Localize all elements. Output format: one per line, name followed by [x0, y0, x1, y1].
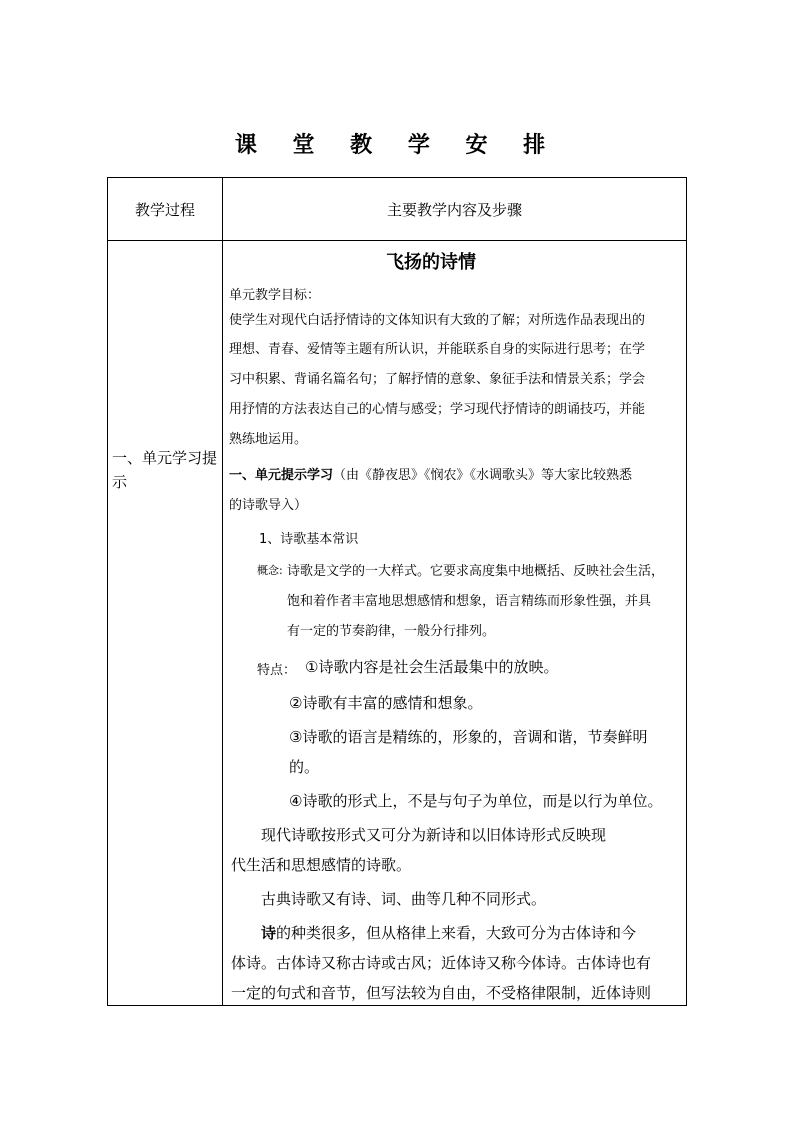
- paragraph-line: 一定的句式和音节，但写法较为自由，不受格律限制，近体诗则: [231, 984, 652, 1002]
- table-column-divider: [222, 178, 223, 1005]
- feature-item-continued: 的。: [289, 758, 320, 776]
- paragraph-line: 现代诗歌按形式又可分为新诗和以旧体诗形式反映现: [261, 826, 607, 844]
- paragraph-line: 古典诗歌又有诗、词、曲等几种不同形式。: [261, 890, 547, 908]
- paragraph-text: 的种类很多，但从格律上来看，大致可分为古体诗和今: [276, 924, 637, 942]
- feature-item: ①诗歌内容是社会生活最集中的放映。: [305, 658, 559, 676]
- page-title: 课 堂 教 学 安 排: [234, 133, 560, 158]
- goal-line: 用抒情的方法表达自己的心情与感受；学习现代抒情诗的朗诵技巧，并能: [229, 402, 646, 417]
- section-note: （由《静夜思》《悯农》《水调歌头》等大家比较熟悉: [333, 468, 633, 483]
- section-heading-line: [229, 464, 632, 483]
- side-label-unit-tips: 一、单元学习提示: [112, 449, 218, 491]
- concept-line: 饱和着作者丰富地思想感情和想象，语言精练而形象性强，并具: [287, 594, 652, 609]
- goal-line: 使学生对现代白话抒情诗的文体知识有大致的了解；对所选作品表现出的: [229, 313, 646, 328]
- concept-label: 概念:: [257, 564, 283, 577]
- table-header-divider: [108, 240, 686, 241]
- feature-item: ③诗歌的语言是精练的，形象的，音调和谐，节奏鲜明: [289, 728, 648, 746]
- paragraph-line: 体诗。古体诗又称古诗或古风；近体诗又称今体诗。古体诗也有: [231, 954, 652, 972]
- header-cell-process: 教学过程: [134, 200, 195, 219]
- paragraph-line: 代生活和思想感情的诗歌。: [231, 856, 412, 874]
- poem-term: 诗: [261, 924, 277, 942]
- feature-item: ④诗歌的形式上，不是与句子为单位，而是以行为单位。: [289, 792, 663, 810]
- goal-line: 理想、青春、爱情等主题有所认识，并能联系自身的实际进行思考；在学: [229, 342, 646, 357]
- item-basic-knowledge: 1、诗歌基本常识: [259, 532, 359, 547]
- concept-line: 诗歌是文学的一大样式。它要求高度集中地概括、反映社会生活，: [287, 564, 665, 579]
- goal-line: 习中积累、背诵名篇名句；了解抒情的意象、象征手法和情景关系；学会: [229, 372, 646, 387]
- concept-line: 有一定的节奏韵律，一般分行排列。: [287, 624, 496, 639]
- paragraph-line: [261, 922, 636, 943]
- section-note-continued: 的诗歌导入）: [229, 498, 308, 513]
- feature-label: 特点：: [257, 663, 297, 678]
- lesson-table: [107, 177, 687, 1006]
- content-subtitle: 飞扬的诗情: [386, 252, 476, 273]
- feature-item: ②诗歌有丰富的感情和想象。: [289, 694, 483, 712]
- section-heading: 一、单元提示学习: [229, 468, 334, 483]
- header-cell-content: 主要教学内容及步骤: [386, 200, 522, 219]
- goal-heading: 单元教学目标：: [229, 288, 321, 303]
- goal-line: 熟练地运用。: [229, 432, 308, 447]
